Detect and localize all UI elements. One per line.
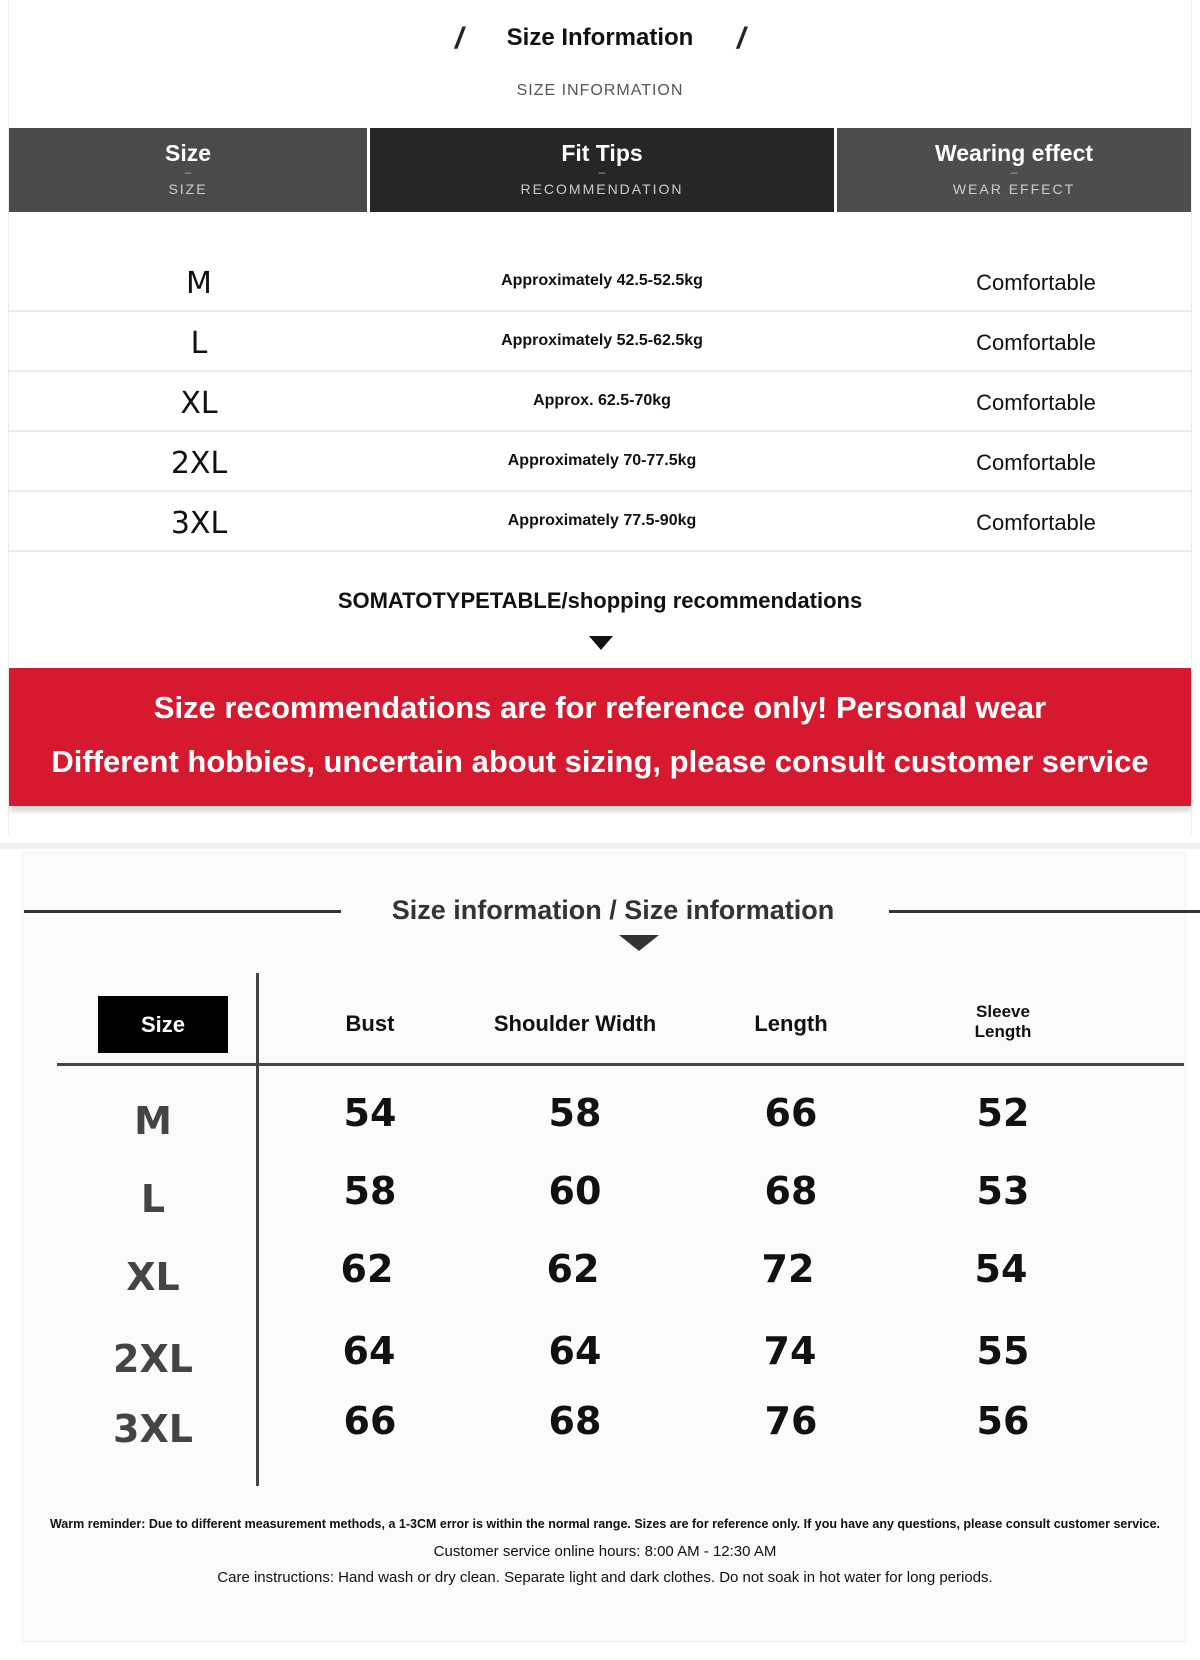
row-size: 2XL	[170, 446, 228, 481]
triangle-down-icon	[589, 636, 613, 650]
sleeve-label-line-2: Length	[974, 1022, 1032, 1041]
page-subtitle: SIZE INFORMATION	[516, 82, 684, 99]
somatotype-caption: SOMATOTYPETABLE/shopping recommendations	[337, 588, 863, 613]
bust-value: 54	[343, 1091, 397, 1135]
column-header-dash: –	[184, 165, 192, 179]
shoulder-width-value: 62	[546, 1247, 600, 1291]
sleeve-length-value: 54	[974, 1247, 1028, 1291]
column-header-label: Wearing effect	[934, 140, 1094, 166]
length-value: 76	[764, 1399, 818, 1443]
bust-value: 62	[340, 1247, 394, 1291]
row-size: XL	[126, 1255, 180, 1299]
column-header-label: Fit Tips	[561, 140, 643, 166]
row-recommendation: Approximately 70-77.5kg	[507, 452, 697, 469]
table-row	[9, 252, 1191, 312]
title-rule-left	[24, 910, 341, 913]
column-header-shoulder-width: Shoulder Width	[493, 1011, 657, 1036]
row-recommendation: Approximately 77.5-90kg	[507, 512, 697, 529]
column-header-length: Length	[754, 1011, 828, 1036]
title-slash-left: /	[455, 22, 464, 55]
shoulder-width-value: 64	[548, 1329, 602, 1373]
table-row	[23, 1163, 1187, 1233]
column-header-dash: –	[598, 165, 606, 179]
warm-reminder: Warm reminder: Due to different measurement methods, a 1-3CM error is within the normal range. Sizes are for reference only. If you have any questions, please consult customer service.	[49, 1517, 1161, 1531]
column-header-sublabel: SIZE	[168, 181, 208, 197]
title-rule-right	[889, 910, 1200, 913]
bust-value: 58	[343, 1169, 397, 1213]
length-value: 68	[764, 1169, 818, 1213]
row-effect: Comfortable	[976, 390, 1096, 415]
length-value: 72	[761, 1247, 815, 1291]
sleeve-length-value: 56	[976, 1399, 1030, 1443]
column-header-sublabel: WEAR EFFECT	[952, 181, 1076, 197]
size-column-header: Size	[98, 996, 228, 1053]
row-size: M	[134, 1099, 172, 1143]
page-title: Size Information	[506, 24, 694, 51]
row-size: M	[186, 266, 212, 301]
service-hours: Customer service online hours: 8:00 AM - 12:30 AM	[433, 1543, 777, 1560]
triangle-down-icon	[619, 935, 659, 951]
sleeve-length-value: 52	[976, 1091, 1030, 1135]
row-recommendation: Approximately 42.5-52.5kg	[501, 272, 703, 289]
row-effect: Comfortable	[976, 450, 1096, 475]
dimension-title: Size information / Size information	[391, 895, 835, 925]
row-size: XL	[180, 386, 218, 421]
table-row	[9, 432, 1191, 492]
row-size: 3XL	[113, 1407, 193, 1451]
sleeve-label-line-1: Sleeve	[976, 1002, 1030, 1021]
sleeve-length-value: 55	[976, 1329, 1030, 1373]
column-header-dash: –	[1010, 165, 1018, 179]
table-row	[23, 1085, 1187, 1155]
row-effect: Comfortable	[976, 270, 1096, 295]
banner-line-2: Different hobbies, uncertain about sizing, please consult customer service	[51, 744, 1149, 779]
length-value: 74	[763, 1329, 817, 1373]
shoulder-width-value: 58	[548, 1091, 602, 1135]
column-header-sleeve-length	[943, 1002, 1063, 1042]
table-row	[23, 1323, 1187, 1393]
column-header-wearing-effect	[837, 128, 1191, 212]
row-size: 3XL	[170, 506, 228, 541]
row-effect: Comfortable	[976, 330, 1096, 355]
bust-value: 66	[343, 1399, 397, 1443]
row-effect: Comfortable	[976, 510, 1096, 535]
sleeve-length-value: 53	[976, 1169, 1030, 1213]
column-header-fit-tips	[370, 128, 834, 212]
column-header-sublabel: RECOMMENDATION	[520, 181, 684, 197]
row-size: 2XL	[113, 1337, 193, 1381]
shoulder-width-value: 68	[548, 1399, 602, 1443]
title-slash-right: /	[737, 22, 746, 55]
shoulder-width-value: 60	[548, 1169, 602, 1213]
row-recommendation: Approx. 62.5-70kg	[533, 392, 671, 409]
size-advice-banner	[9, 668, 1191, 806]
bust-value: 64	[342, 1329, 396, 1373]
column-header-label: Size	[164, 140, 212, 166]
dimension-panel	[22, 852, 1186, 1642]
banner-line-1: Size recommendations are for reference only! Personal wear	[153, 690, 1047, 725]
column-header-bust: Bust	[345, 1011, 395, 1036]
table-horizontal-rule	[57, 1063, 1184, 1066]
table-row	[9, 372, 1191, 432]
table-row	[9, 312, 1191, 372]
row-size: L	[190, 326, 208, 361]
table-row	[23, 1393, 1187, 1463]
table-row	[23, 1241, 1187, 1311]
care-instructions: Care instructions: Hand wash or dry clean. Separate light and dark clothes. Do not soak in hot water for long periods.	[217, 1569, 993, 1586]
row-size: L	[140, 1177, 166, 1221]
section-divider	[0, 843, 1200, 849]
length-value: 66	[764, 1091, 818, 1135]
row-recommendation: Approximately 52.5-62.5kg	[501, 332, 703, 349]
column-header-size	[9, 128, 367, 212]
table-row	[9, 492, 1191, 552]
